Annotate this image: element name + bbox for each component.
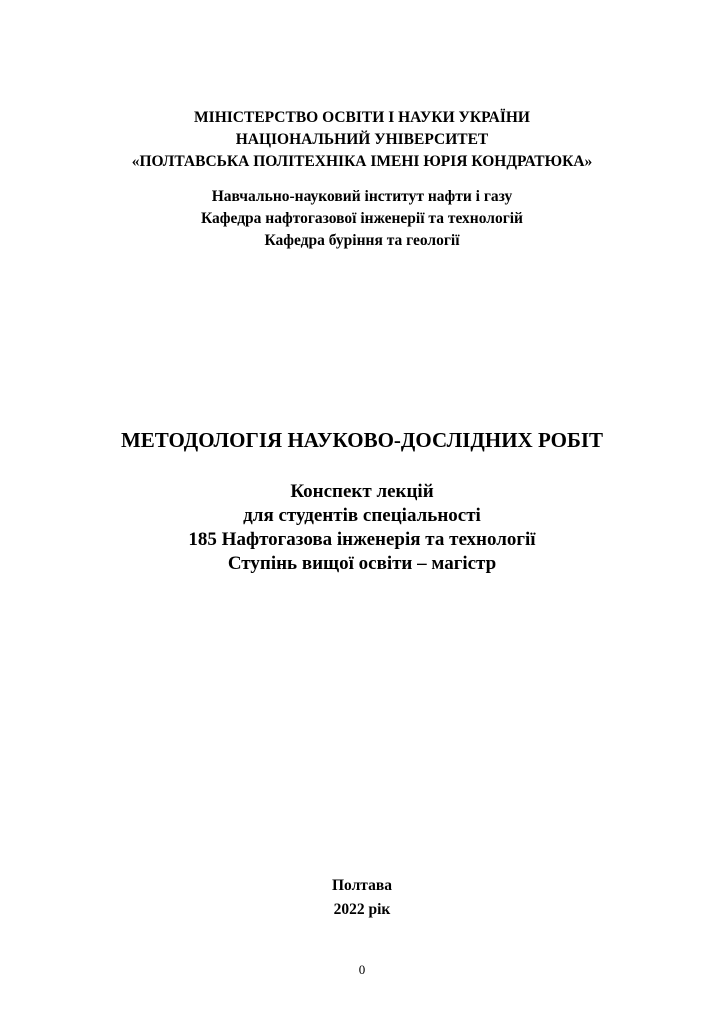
- subtitle-line: для студентів спеціальності: [243, 505, 481, 526]
- ministry-name: МІНІСТЕРСТВО ОСВІТИ І НАУКИ УКРАЇНИ: [194, 109, 530, 126]
- university-name: «ПОЛТАВСЬКА ПОЛІТЕХНІКА ІМЕНІ ЮРІЯ КОНДРАТЮКА»: [131, 153, 593, 170]
- city: Полтава: [332, 877, 392, 894]
- department-name: Кафедра буріння та геології: [264, 232, 460, 249]
- subtitle-line: 185 Нафтогазова інженерія та технології: [188, 529, 536, 550]
- subtitle-line: Ступінь вищої освіти – магістр: [227, 553, 497, 574]
- university-type: НАЦІОНАЛЬНИЙ УНІВЕРСИТЕТ: [235, 131, 489, 148]
- document-title: МЕТОДОЛОГІЯ НАУКОВО-ДОСЛІДНИХ РОБІТ: [120, 428, 604, 452]
- year: 2022 рік: [333, 901, 391, 918]
- department-name: Кафедра нафтогазової інженерії та технологій: [201, 210, 523, 227]
- page-number: 0: [358, 962, 366, 977]
- subtitle-line: Конспект лекцій: [290, 481, 434, 502]
- institute-name: Навчально-науковий інститут нафти і газу: [211, 188, 513, 205]
